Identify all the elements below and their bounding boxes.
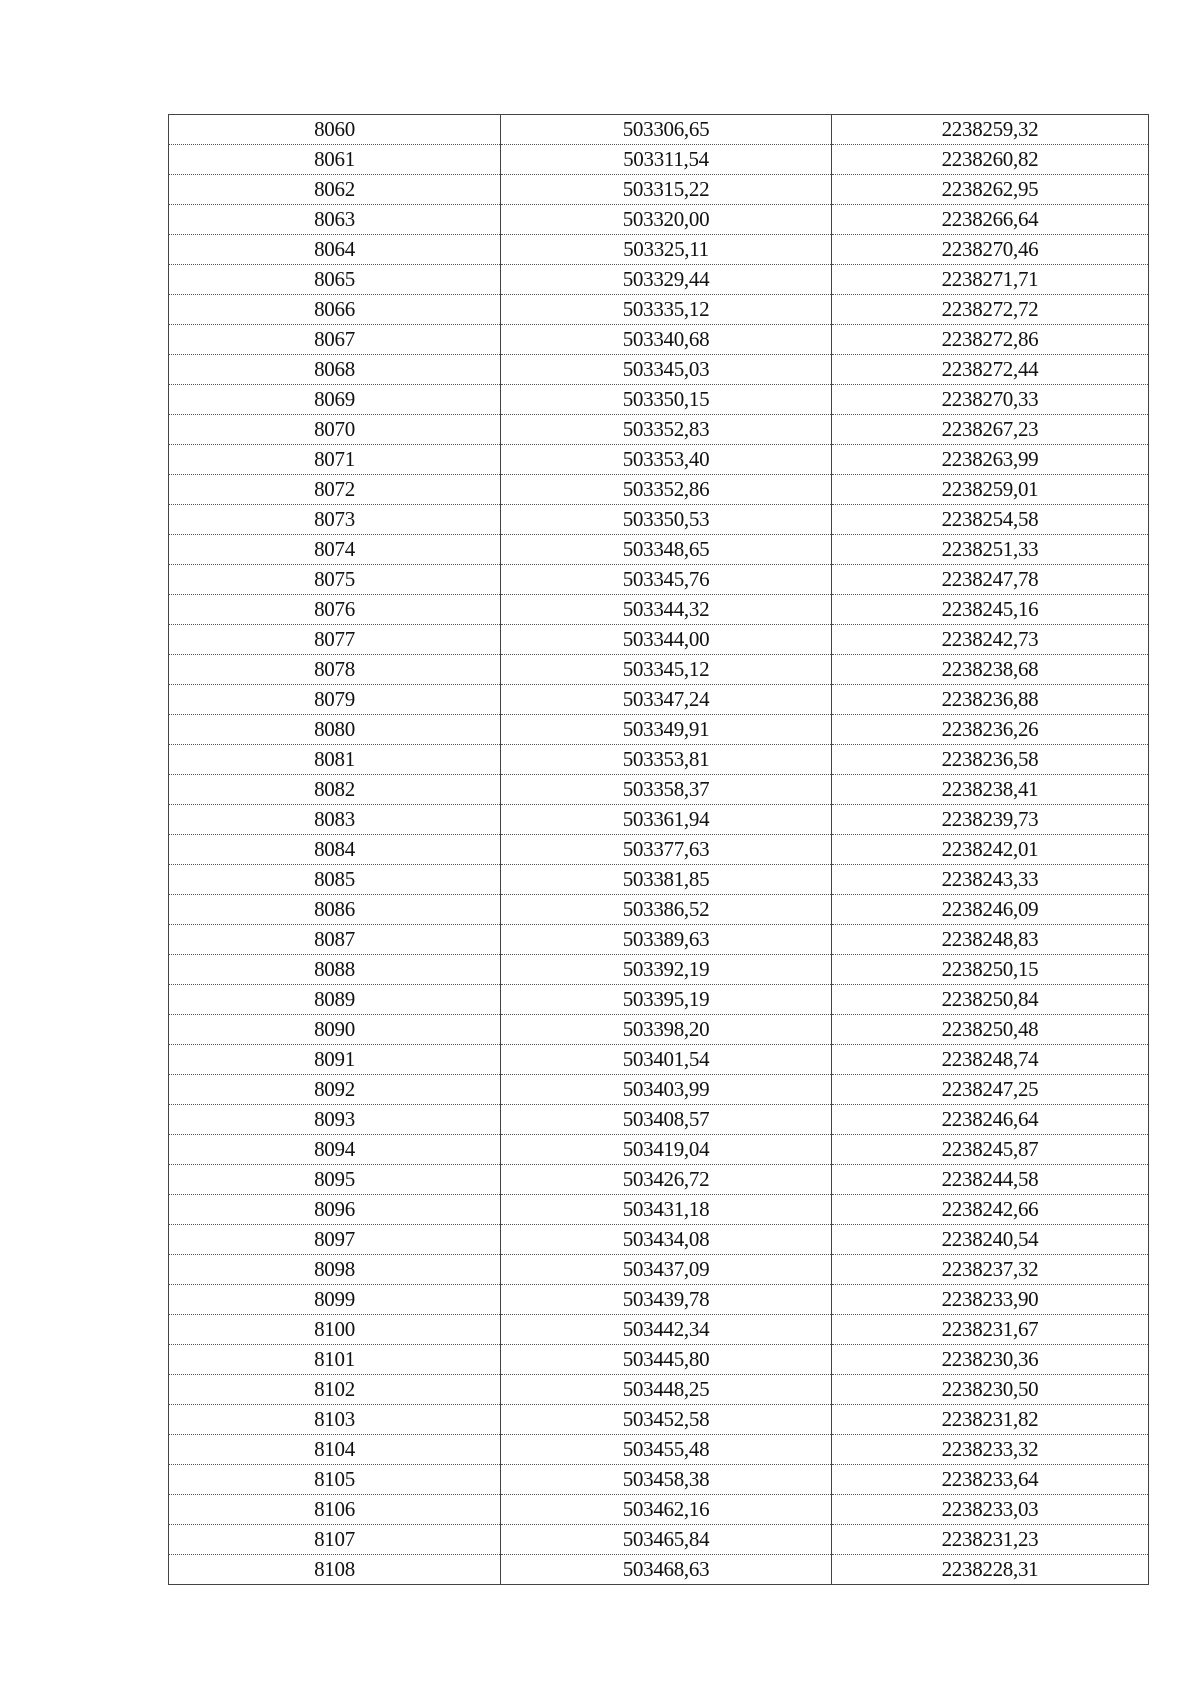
x-coordinate-cell: 503358,37 [501,775,832,805]
point-number-cell: 8072 [169,475,501,505]
x-coordinate-cell: 503465,84 [501,1525,832,1555]
table-row [169,1195,1149,1225]
x-coordinate-cell: 503361,94 [501,805,832,835]
y-coordinate-cell: 2238270,33 [832,385,1149,415]
y-coordinate-cell: 2238263,99 [832,445,1149,475]
x-coordinate-cell: 503353,81 [501,745,832,775]
point-number-cell: 8077 [169,625,501,655]
point-number-cell: 8070 [169,415,501,445]
y-coordinate-cell: 2238240,54 [832,1225,1149,1255]
y-coordinate-cell: 2238236,88 [832,685,1149,715]
table-row [169,1015,1149,1045]
y-coordinate-cell: 2238262,95 [832,175,1149,205]
x-coordinate-cell: 503419,04 [501,1135,832,1165]
x-coordinate-cell: 503320,00 [501,205,832,235]
point-number-cell: 8080 [169,715,501,745]
table-row [169,865,1149,895]
y-coordinate-cell: 2238242,73 [832,625,1149,655]
point-number-cell: 8100 [169,1315,501,1345]
y-coordinate-cell: 2238272,72 [832,295,1149,325]
x-coordinate-cell: 503352,83 [501,415,832,445]
point-number-cell: 8067 [169,325,501,355]
point-number-cell: 8098 [169,1255,501,1285]
point-number-cell: 8086 [169,895,501,925]
point-number-cell: 8071 [169,445,501,475]
point-number-cell: 8076 [169,595,501,625]
x-coordinate-cell: 503403,99 [501,1075,832,1105]
y-coordinate-cell: 2238239,73 [832,805,1149,835]
y-coordinate-cell: 2238260,82 [832,145,1149,175]
table-row [169,1135,1149,1165]
x-coordinate-cell: 503452,58 [501,1405,832,1435]
x-coordinate-cell: 503325,11 [501,235,832,265]
point-number-cell: 8081 [169,745,501,775]
point-number-cell: 8103 [169,1405,501,1435]
point-number-cell: 8088 [169,955,501,985]
x-coordinate-cell: 503344,00 [501,625,832,655]
x-coordinate-cell: 503462,16 [501,1495,832,1525]
x-coordinate-cell: 503311,54 [501,145,832,175]
point-number-cell: 8065 [169,265,501,295]
x-coordinate-cell: 503431,18 [501,1195,832,1225]
table-row [169,295,1149,325]
table-row [169,115,1149,145]
x-coordinate-cell: 503344,32 [501,595,832,625]
x-coordinate-cell: 503445,80 [501,1345,832,1375]
point-number-cell: 8107 [169,1525,501,1555]
table-row [169,145,1149,175]
table-row [169,1465,1149,1495]
point-number-cell: 8090 [169,1015,501,1045]
point-number-cell: 8069 [169,385,501,415]
y-coordinate-cell: 2238237,32 [832,1255,1149,1285]
table-row [169,565,1149,595]
point-number-cell: 8092 [169,1075,501,1105]
point-number-cell: 8093 [169,1105,501,1135]
y-coordinate-cell: 2238250,15 [832,955,1149,985]
x-coordinate-cell: 503426,72 [501,1165,832,1195]
y-coordinate-cell: 2238236,58 [832,745,1149,775]
y-coordinate-cell: 2238272,44 [832,355,1149,385]
y-coordinate-cell: 2238238,68 [832,655,1149,685]
point-number-cell: 8099 [169,1285,501,1315]
x-coordinate-cell: 503349,91 [501,715,832,745]
y-coordinate-cell: 2238272,86 [832,325,1149,355]
y-coordinate-cell: 2238254,58 [832,505,1149,535]
table-row [169,595,1149,625]
x-coordinate-cell: 503329,44 [501,265,832,295]
y-coordinate-cell: 2238233,90 [832,1285,1149,1315]
table-row [169,1165,1149,1195]
table-row [169,1105,1149,1135]
point-number-cell: 8102 [169,1375,501,1405]
x-coordinate-cell: 503392,19 [501,955,832,985]
point-number-cell: 8097 [169,1225,501,1255]
table-row [169,235,1149,265]
y-coordinate-cell: 2238228,31 [832,1555,1149,1585]
x-coordinate-cell: 503439,78 [501,1285,832,1315]
table-row [169,985,1149,1015]
x-coordinate-cell: 503335,12 [501,295,832,325]
point-number-cell: 8083 [169,805,501,835]
y-coordinate-cell: 2238250,48 [832,1015,1149,1045]
y-coordinate-cell: 2238270,46 [832,235,1149,265]
table-row [169,1285,1149,1315]
x-coordinate-cell: 503345,03 [501,355,832,385]
x-coordinate-cell: 503306,65 [501,115,832,145]
table-row [169,475,1149,505]
point-number-cell: 8087 [169,925,501,955]
x-coordinate-cell: 503448,25 [501,1375,832,1405]
y-coordinate-cell: 2238250,84 [832,985,1149,1015]
y-coordinate-cell: 2238233,64 [832,1465,1149,1495]
y-coordinate-cell: 2238236,26 [832,715,1149,745]
table-row [169,205,1149,235]
point-number-cell: 8085 [169,865,501,895]
point-number-cell: 8060 [169,115,501,145]
y-coordinate-cell: 2238246,09 [832,895,1149,925]
point-number-cell: 8078 [169,655,501,685]
y-coordinate-cell: 2238247,25 [832,1075,1149,1105]
table-row [169,1075,1149,1105]
table-row [169,1045,1149,1075]
y-coordinate-cell: 2238233,32 [832,1435,1149,1465]
point-number-cell: 8096 [169,1195,501,1225]
x-coordinate-cell: 503350,53 [501,505,832,535]
point-number-cell: 8101 [169,1345,501,1375]
y-coordinate-cell: 2238251,33 [832,535,1149,565]
table-row [169,385,1149,415]
table-row [169,1555,1149,1585]
point-number-cell: 8084 [169,835,501,865]
x-coordinate-cell: 503389,63 [501,925,832,955]
table-row [169,655,1149,685]
x-coordinate-cell: 503345,12 [501,655,832,685]
coordinates-table [168,114,1149,1585]
y-coordinate-cell: 2238259,32 [832,115,1149,145]
x-coordinate-cell: 503458,38 [501,1465,832,1495]
x-coordinate-cell: 503353,40 [501,445,832,475]
point-number-cell: 8063 [169,205,501,235]
y-coordinate-cell: 2238238,41 [832,775,1149,805]
x-coordinate-cell: 503315,22 [501,175,832,205]
table-row [169,505,1149,535]
y-coordinate-cell: 2238244,58 [832,1165,1149,1195]
table-row [169,1225,1149,1255]
point-number-cell: 8094 [169,1135,501,1165]
y-coordinate-cell: 2238245,16 [832,595,1149,625]
point-number-cell: 8062 [169,175,501,205]
table-row [169,535,1149,565]
y-coordinate-cell: 2238231,67 [832,1315,1149,1345]
x-coordinate-cell: 503442,34 [501,1315,832,1345]
table-row [169,715,1149,745]
y-coordinate-cell: 2238248,83 [832,925,1149,955]
table-row [169,835,1149,865]
point-number-cell: 8064 [169,235,501,265]
y-coordinate-cell: 2238246,64 [832,1105,1149,1135]
y-coordinate-cell: 2238230,36 [832,1345,1149,1375]
y-coordinate-cell: 2238271,71 [832,265,1149,295]
y-coordinate-cell: 2238233,03 [832,1495,1149,1525]
point-number-cell: 8068 [169,355,501,385]
y-coordinate-cell: 2238231,82 [832,1405,1149,1435]
point-number-cell: 8104 [169,1435,501,1465]
x-coordinate-cell: 503401,54 [501,1045,832,1075]
table-row [169,265,1149,295]
coordinates-table-body [169,115,1149,1585]
point-number-cell: 8079 [169,685,501,715]
y-coordinate-cell: 2238231,23 [832,1525,1149,1555]
point-number-cell: 8108 [169,1555,501,1585]
table-row [169,805,1149,835]
table-row [169,955,1149,985]
x-coordinate-cell: 503395,19 [501,985,832,1015]
table-row [169,175,1149,205]
x-coordinate-cell: 503398,20 [501,1015,832,1045]
table-row [169,1405,1149,1435]
table-row [169,745,1149,775]
point-number-cell: 8089 [169,985,501,1015]
table-row [169,1375,1149,1405]
x-coordinate-cell: 503437,09 [501,1255,832,1285]
y-coordinate-cell: 2238248,74 [832,1045,1149,1075]
point-number-cell: 8073 [169,505,501,535]
table-row [169,1345,1149,1375]
point-number-cell: 8082 [169,775,501,805]
point-number-cell: 8106 [169,1495,501,1525]
x-coordinate-cell: 503434,08 [501,1225,832,1255]
x-coordinate-cell: 503468,63 [501,1555,832,1585]
table-row [169,1435,1149,1465]
point-number-cell: 8075 [169,565,501,595]
x-coordinate-cell: 503347,24 [501,685,832,715]
y-coordinate-cell: 2238247,78 [832,565,1149,595]
table-row [169,685,1149,715]
point-number-cell: 8091 [169,1045,501,1075]
table-row [169,625,1149,655]
x-coordinate-cell: 503381,85 [501,865,832,895]
x-coordinate-cell: 503352,86 [501,475,832,505]
x-coordinate-cell: 503386,52 [501,895,832,925]
y-coordinate-cell: 2238267,23 [832,415,1149,445]
x-coordinate-cell: 503408,57 [501,1105,832,1135]
x-coordinate-cell: 503455,48 [501,1435,832,1465]
x-coordinate-cell: 503350,15 [501,385,832,415]
y-coordinate-cell: 2238266,64 [832,205,1149,235]
point-number-cell: 8095 [169,1165,501,1195]
y-coordinate-cell: 2238259,01 [832,475,1149,505]
table-row [169,445,1149,475]
table-row [169,775,1149,805]
x-coordinate-cell: 503348,65 [501,535,832,565]
point-number-cell: 8061 [169,145,501,175]
table-row [169,1525,1149,1555]
table-row [169,325,1149,355]
table-row [169,895,1149,925]
table-row [169,415,1149,445]
table-row [169,1315,1149,1345]
table-row [169,355,1149,385]
x-coordinate-cell: 503345,76 [501,565,832,595]
table-row [169,1495,1149,1525]
y-coordinate-cell: 2238243,33 [832,865,1149,895]
table-row [169,1255,1149,1285]
point-number-cell: 8105 [169,1465,501,1495]
point-number-cell: 8074 [169,535,501,565]
x-coordinate-cell: 503340,68 [501,325,832,355]
x-coordinate-cell: 503377,63 [501,835,832,865]
table-row [169,925,1149,955]
y-coordinate-cell: 2238230,50 [832,1375,1149,1405]
point-number-cell: 8066 [169,295,501,325]
y-coordinate-cell: 2238245,87 [832,1135,1149,1165]
y-coordinate-cell: 2238242,01 [832,835,1149,865]
y-coordinate-cell: 2238242,66 [832,1195,1149,1225]
